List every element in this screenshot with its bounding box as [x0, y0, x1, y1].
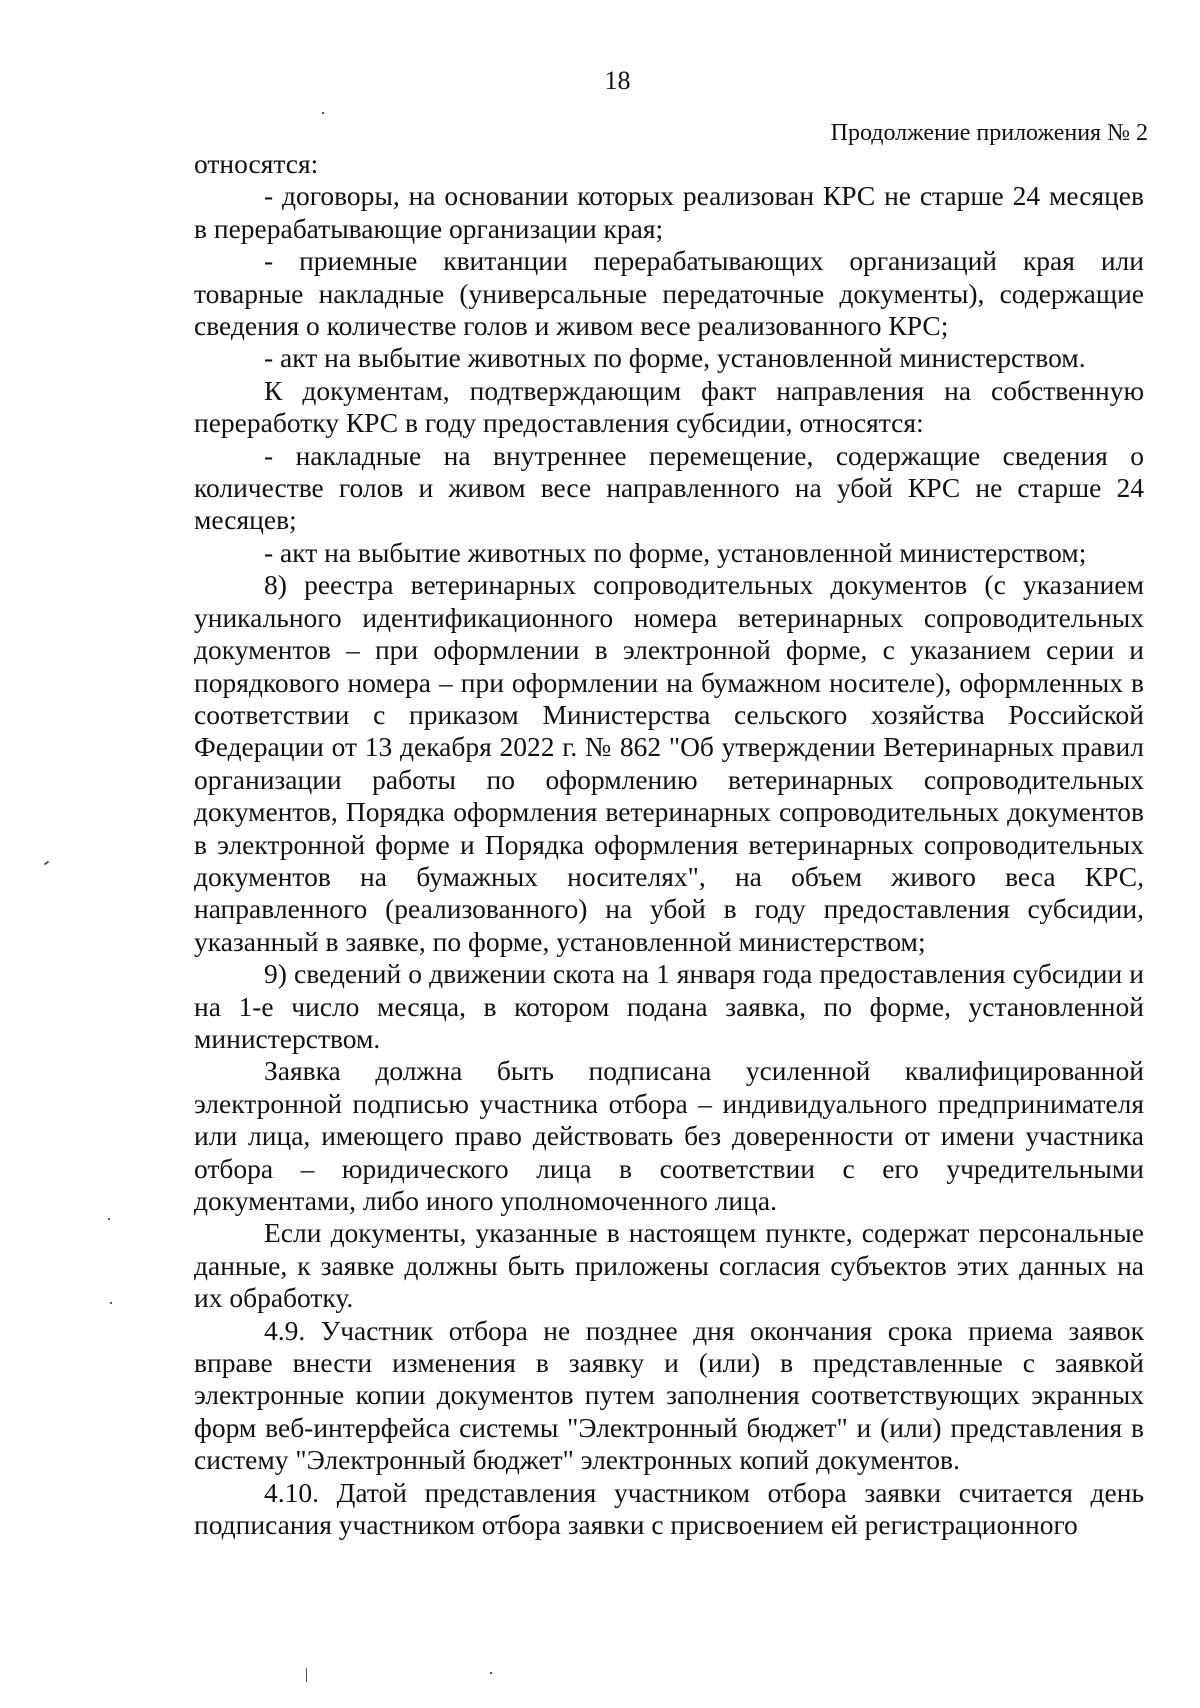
- paragraph: 9) сведений о движении скота на 1 января года предоставления субсидии и на 1-е число месяца, в котором подана заявка, по форме, установленной министерством.: [194, 958, 1144, 1054]
- scan-speck: [110, 1302, 112, 1304]
- document-body: [194, 148, 1144, 1541]
- paragraph: К документам, подтверждающим факт направления на собственную переработку КРС в году предоставления субсидии, относятся:: [194, 374, 1144, 439]
- paragraph: - приемные квитанции перерабатывающих организаций края или товарные накладные (универсальные передаточные документы), содержащие сведения о количестве голов и живом весе реализованного КРС;: [194, 245, 1144, 342]
- paragraph: 4.10. Датой представления участником отбора заявки считается день подписания участником отбора заявки с присвоением ей регистрационного: [194, 1476, 1144, 1541]
- paragraph: - акт на выбытие животных по форме, установленной министерством;: [264, 536, 1087, 568]
- appendix-continuation-note: Продолжение приложения № 2: [830, 120, 1148, 146]
- scan-speck: [44, 861, 49, 866]
- paragraph: Если документы, указанные в настоящем пункте, содержат персональные данные, к заявке должны быть приложены согласия субъектов этих данных на их обработку.: [194, 1217, 1144, 1314]
- paragraph: - договоры, на основании которых реализован КРС не старше 24 месяцев в перерабатывающие организации края;: [194, 180, 1144, 244]
- paragraph: - акт на выбытие животных по форме, установленной министерством.: [264, 342, 1086, 374]
- paragraph: 4.9. Участник отбора не позднее дня окончания срока приема заявок вправе внести изменения в заявку и (или) в представленные с заявкой электронные копии документов путем заполнения соответствующих экранных форм веб-интерфейса системы "Электронный бюджет" и (или) представления в систему "Электронный бюджет" электронных копий документов.: [194, 1314, 1144, 1476]
- paragraph: 8) реестра ветеринарных сопроводительных документов (с указанием уникального идентификационного номера ветеринарных сопроводительных документов – при оформлении в электронной форме, с указанием серии и порядкового номера – при оформлении на бумажном носителе), оформленных в соответствии с приказом Министерства сельского хозяйства Российской Федерации от 13 декабря 2022 г. № 862 "Об утверждении Ветеринарных правил организации работы по оформлению ветеринарных сопроводительных документов, Порядка оформления ветеринарных сопроводительных документов в электронной форме и Порядка оформления ветеринарных сопроводительных документов на бумажных носителях", на объем живого веса КРС, направленного (реализованного) на убой в году предоставления субсидии, указанный в заявке, по форме, установленной министерством;: [194, 569, 1144, 957]
- scan-speck: [108, 1218, 110, 1220]
- paragraph: относятся:: [194, 148, 319, 179]
- paragraph: Заявка должна быть подписана усиленной квалифицированной электронной подписью участника отбора – индивидуального предпринимателя или лица, имеющего право действовать без доверенности от имени участника отбора – юридического лица в соответствии с его учредительными документами, либо иного уполномоченного лица.: [194, 1055, 1144, 1216]
- scan-speck: [322, 112, 324, 114]
- scan-speck: [306, 1668, 307, 1682]
- paragraph: - накладные на внутреннее перемещение, содержащие сведения о количестве голов и живом весе направленного на убой КРС не старше 24 месяцев;: [194, 439, 1144, 536]
- page-number: 18: [604, 66, 631, 95]
- scan-speck: [490, 1672, 492, 1674]
